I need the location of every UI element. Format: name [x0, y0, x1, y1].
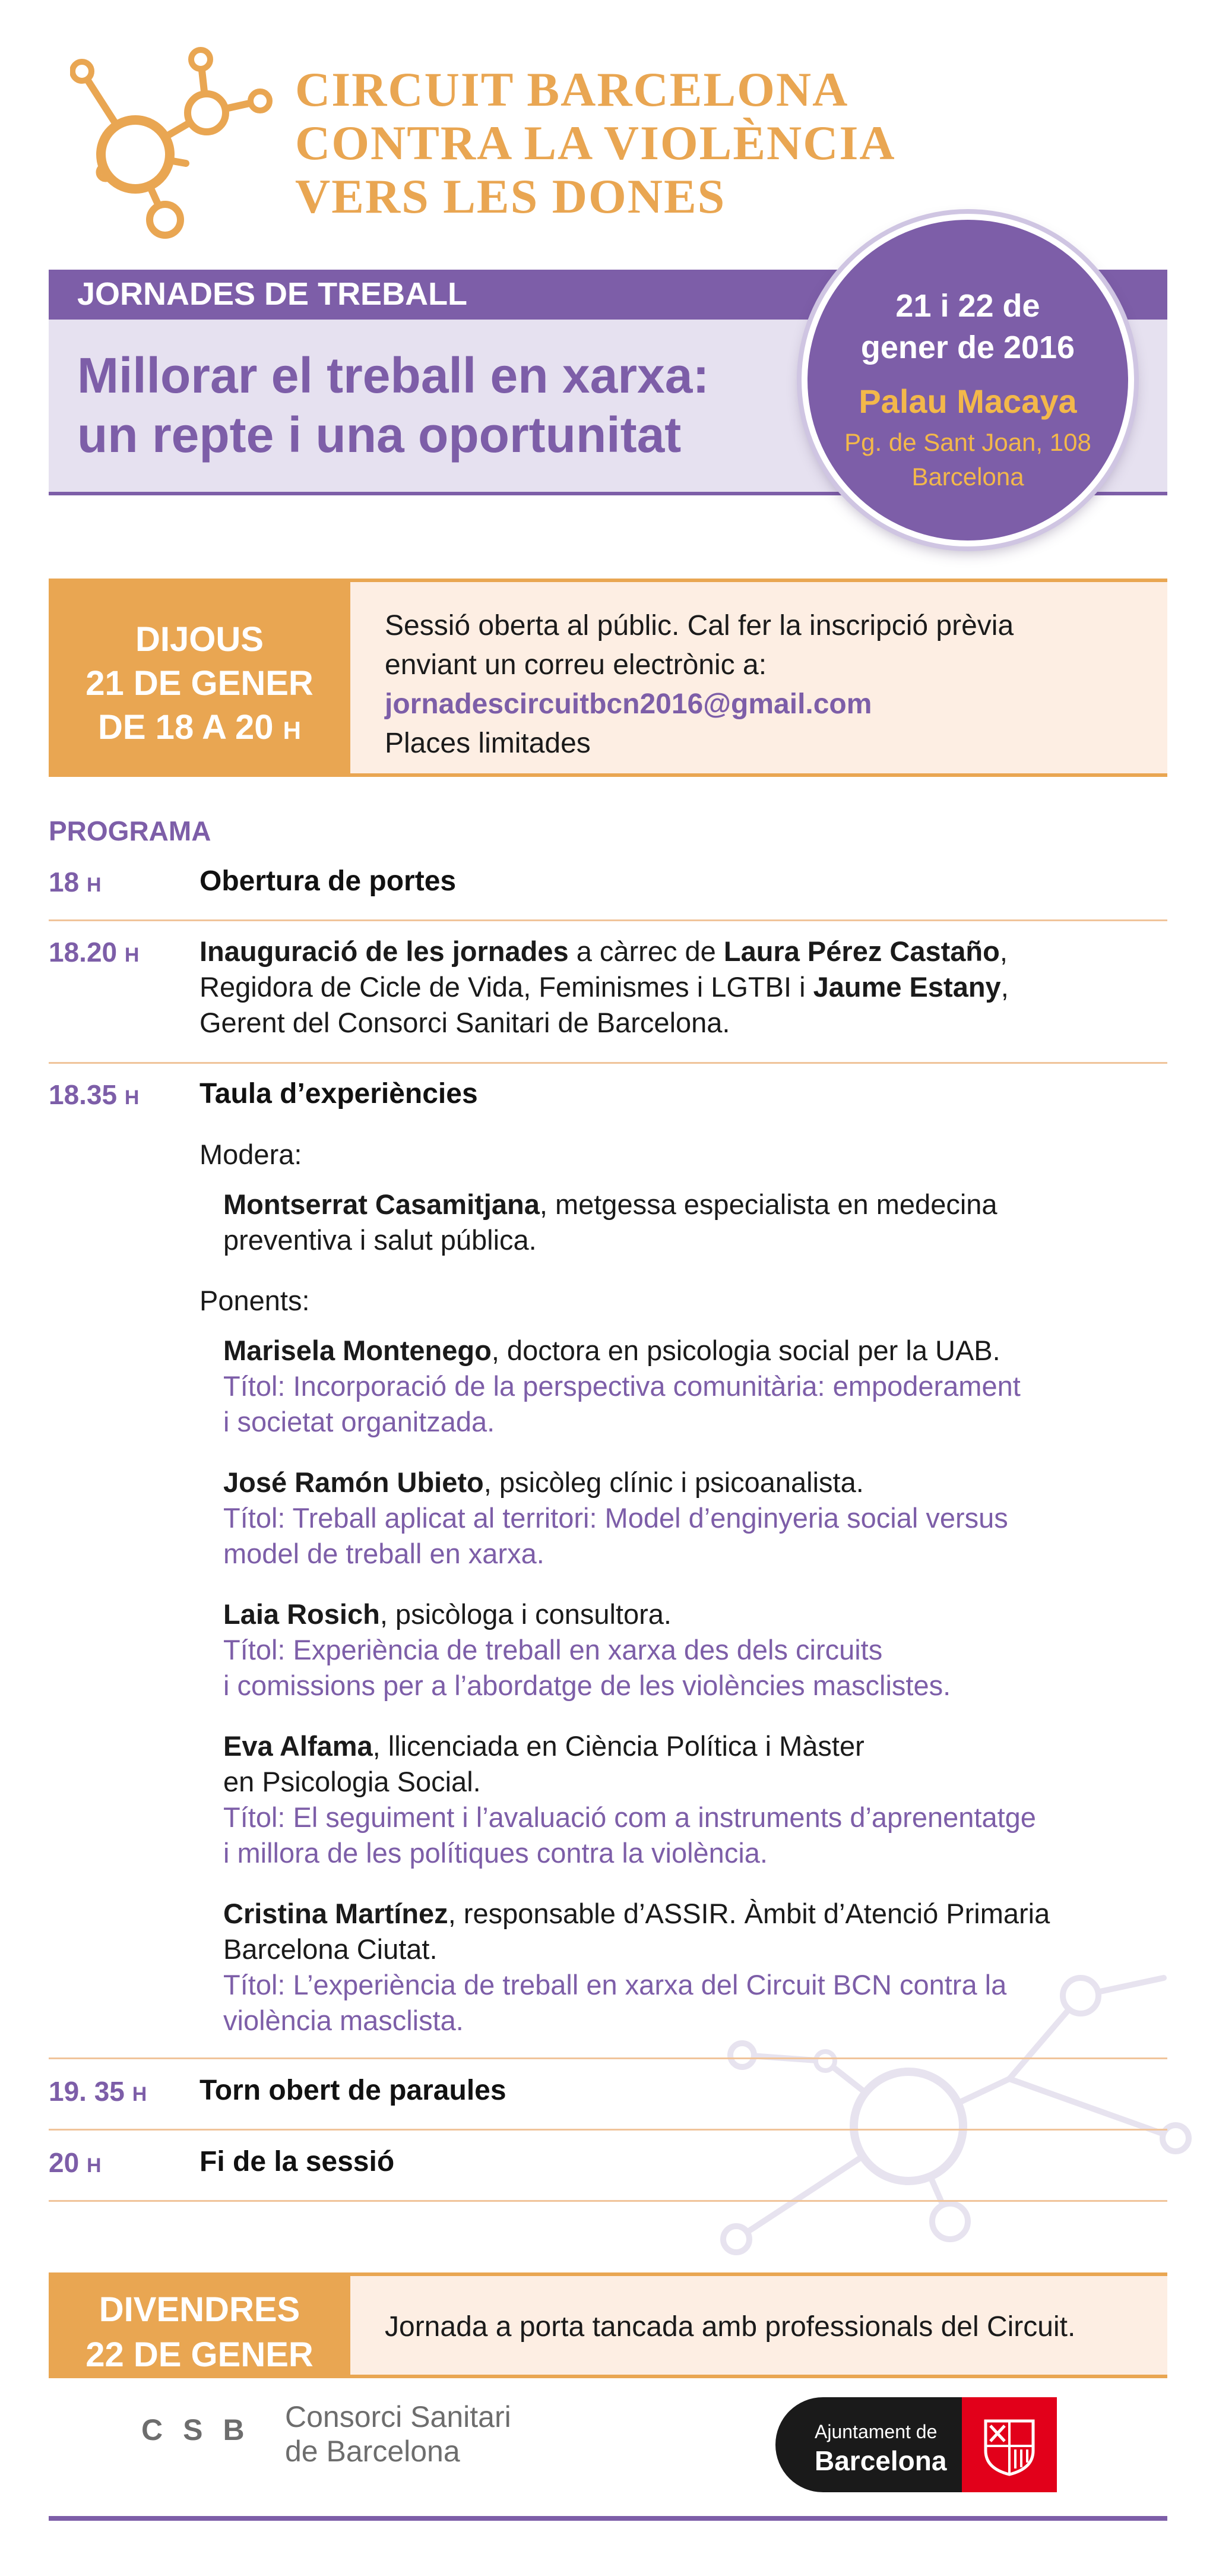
speakers-label: Ponents: — [200, 1285, 310, 1316]
speaker-2-talk-line-1: Títol: Treball aplicat al territori: Model d’enginyeria social versus — [223, 1502, 1008, 1534]
item-session-end: Fi de la sessió — [200, 2146, 395, 2177]
moderator-line-1: Montserrat Casamitjana, metgessa especialista en medecina — [223, 1189, 998, 1220]
moderator-label: Modera: — [200, 1139, 302, 1170]
ajuntament-label-small: Ajuntament de — [815, 2421, 938, 2442]
venue-name: Palau Macaya — [859, 383, 1077, 420]
thursday-info-line-1: Sessió oberta al públic. Cal fer la inscripció prèvia — [385, 610, 1014, 641]
speaker-2-talk-line-2: model de treball en xarxa. — [223, 1538, 544, 1569]
speaker-4-talk-line-2: i millora de les polítiques contra la violència. — [223, 1837, 768, 1869]
friday-day: DIVENDRES — [99, 2290, 300, 2329]
item-open-floor: Torn obert de paraules — [200, 2075, 506, 2106]
time-1835: 18.35 H — [49, 1079, 140, 1110]
item-opening-doors: Obertura de portes — [200, 865, 457, 897]
separator — [49, 2129, 1167, 2131]
footer-rule — [49, 2516, 1167, 2521]
speaker-5-line-1: Cristina Martínez, responsable d’ASSIR. Àmbit d’Atenció Primaria — [223, 1898, 1050, 1929]
thursday-info-line-2: enviant un correu electrònic a: — [385, 649, 767, 681]
separator — [49, 919, 1167, 921]
speaker-3-talk-line-1: Títol: Experiència de treball en xarxa des dels circuits — [223, 1634, 883, 1665]
csb-name-line-2: de Barcelona — [285, 2435, 460, 2468]
separator — [49, 2200, 1167, 2202]
separator — [49, 1062, 1167, 1064]
ajuntament-label-big: Barcelona — [815, 2445, 947, 2476]
venue-address: Pg. de Sant Joan, 108 — [844, 428, 1091, 456]
date-circle — [802, 214, 1134, 546]
subtitle-line-2: un repte i una oportunitat — [77, 407, 682, 463]
time-18: 18 H — [49, 867, 102, 897]
friday-info: Jornada a porta tancada amb professionals del Circuit. — [385, 2311, 1076, 2343]
date-line-2: gener de 2016 — [860, 330, 1075, 365]
moderator-line-2: preventiva i salut pública. — [223, 1224, 537, 1256]
thursday-time: DE 18 A 20 H — [98, 708, 301, 747]
programa-heading: PROGRAMA — [49, 816, 211, 846]
speaker-5-talk-line-2: violència masclista. — [223, 2005, 464, 2036]
separator — [49, 2057, 1167, 2059]
jornades-label: JORNADES DE TREBALL — [77, 276, 468, 312]
friday-date: 22 DE GENER — [86, 2335, 314, 2374]
time-20: 20 H — [49, 2147, 102, 2178]
venue-city: Barcelona — [911, 463, 1024, 491]
title-line-2: CONTRA LA VIOLÈNCIA — [295, 116, 896, 170]
subtitle-line-1: Millorar el treball en xarxa: — [77, 347, 710, 403]
registration-email-link[interactable]: jornadescircuitbcn2016@gmail.com — [385, 688, 872, 720]
csb-logo: CSB — [141, 2413, 265, 2447]
item-round-table: Taula d’experiències — [200, 1078, 478, 1110]
speaker-5-line-2: Barcelona Ciutat. — [223, 1933, 438, 1965]
speaker-5-talk-line-1: Títol: L’experiència de treball en xarxa del Circuit BCN contra la — [223, 1969, 1007, 2000]
speaker-3-line: Laia Rosich, psicòloga i consultora. — [223, 1598, 672, 1630]
speaker-1-talk-line-2: i societat organitzada. — [223, 1406, 495, 1437]
inauguration-line-1: Inauguració de les jornades a càrrec de Laura Pérez Castaño, — [200, 935, 1008, 967]
speaker-1-line: Marisela Montenego, doctora en psicologia social per la UAB. — [223, 1335, 1000, 1366]
speaker-4-line-1: Eva Alfama, llicenciada en Ciència Política i Màster — [223, 1730, 864, 1762]
speaker-2-line: José Ramón Ubieto, psicòleg clínic i psicoanalista. — [223, 1466, 864, 1498]
inauguration-line-2: Regidora de Cicle de Vida, Feminismes i LGTBI i Jaume Estany, — [200, 971, 1009, 1003]
thursday-date: 21 DE GENER — [86, 664, 314, 703]
friday-bottom-rule — [49, 2375, 1167, 2378]
inauguration-line-3: Gerent del Consorci Sanitari de Barcelona. — [200, 1007, 730, 1038]
title-line-1: CIRCUIT BARCELONA — [295, 62, 849, 116]
speaker-4-talk-line-1: Títol: El seguiment i l’avaluació com a instruments d’aprenentatge — [223, 1801, 1036, 1833]
speaker-4-line-2: en Psicologia Social. — [223, 1766, 481, 1797]
speaker-1-talk-line-1: Títol: Incorporació de la perspectiva comunitària: empoderament — [223, 1370, 1021, 1402]
background-network-decoration — [712, 1960, 1211, 2269]
speaker-3-talk-line-2: i comissions per a l’abordatge de les violències masclistes. — [223, 1670, 951, 1701]
time-1935: 19. 35 H — [49, 2076, 147, 2107]
thursday-bottom-rule — [49, 773, 1167, 777]
circuit-network-logo — [70, 42, 296, 255]
barcelona-crest-icon — [974, 2409, 1045, 2480]
thursday-day: DIJOUS — [135, 620, 264, 659]
title-line-3: VERS LES DONES — [295, 169, 726, 223]
date-line-1: 21 i 22 de — [895, 288, 1040, 324]
time-1820: 18.20 H — [49, 937, 140, 968]
places-limited-note: Places limitades — [385, 728, 591, 759]
csb-name-line-1: Consorci Sanitari — [285, 2400, 511, 2433]
